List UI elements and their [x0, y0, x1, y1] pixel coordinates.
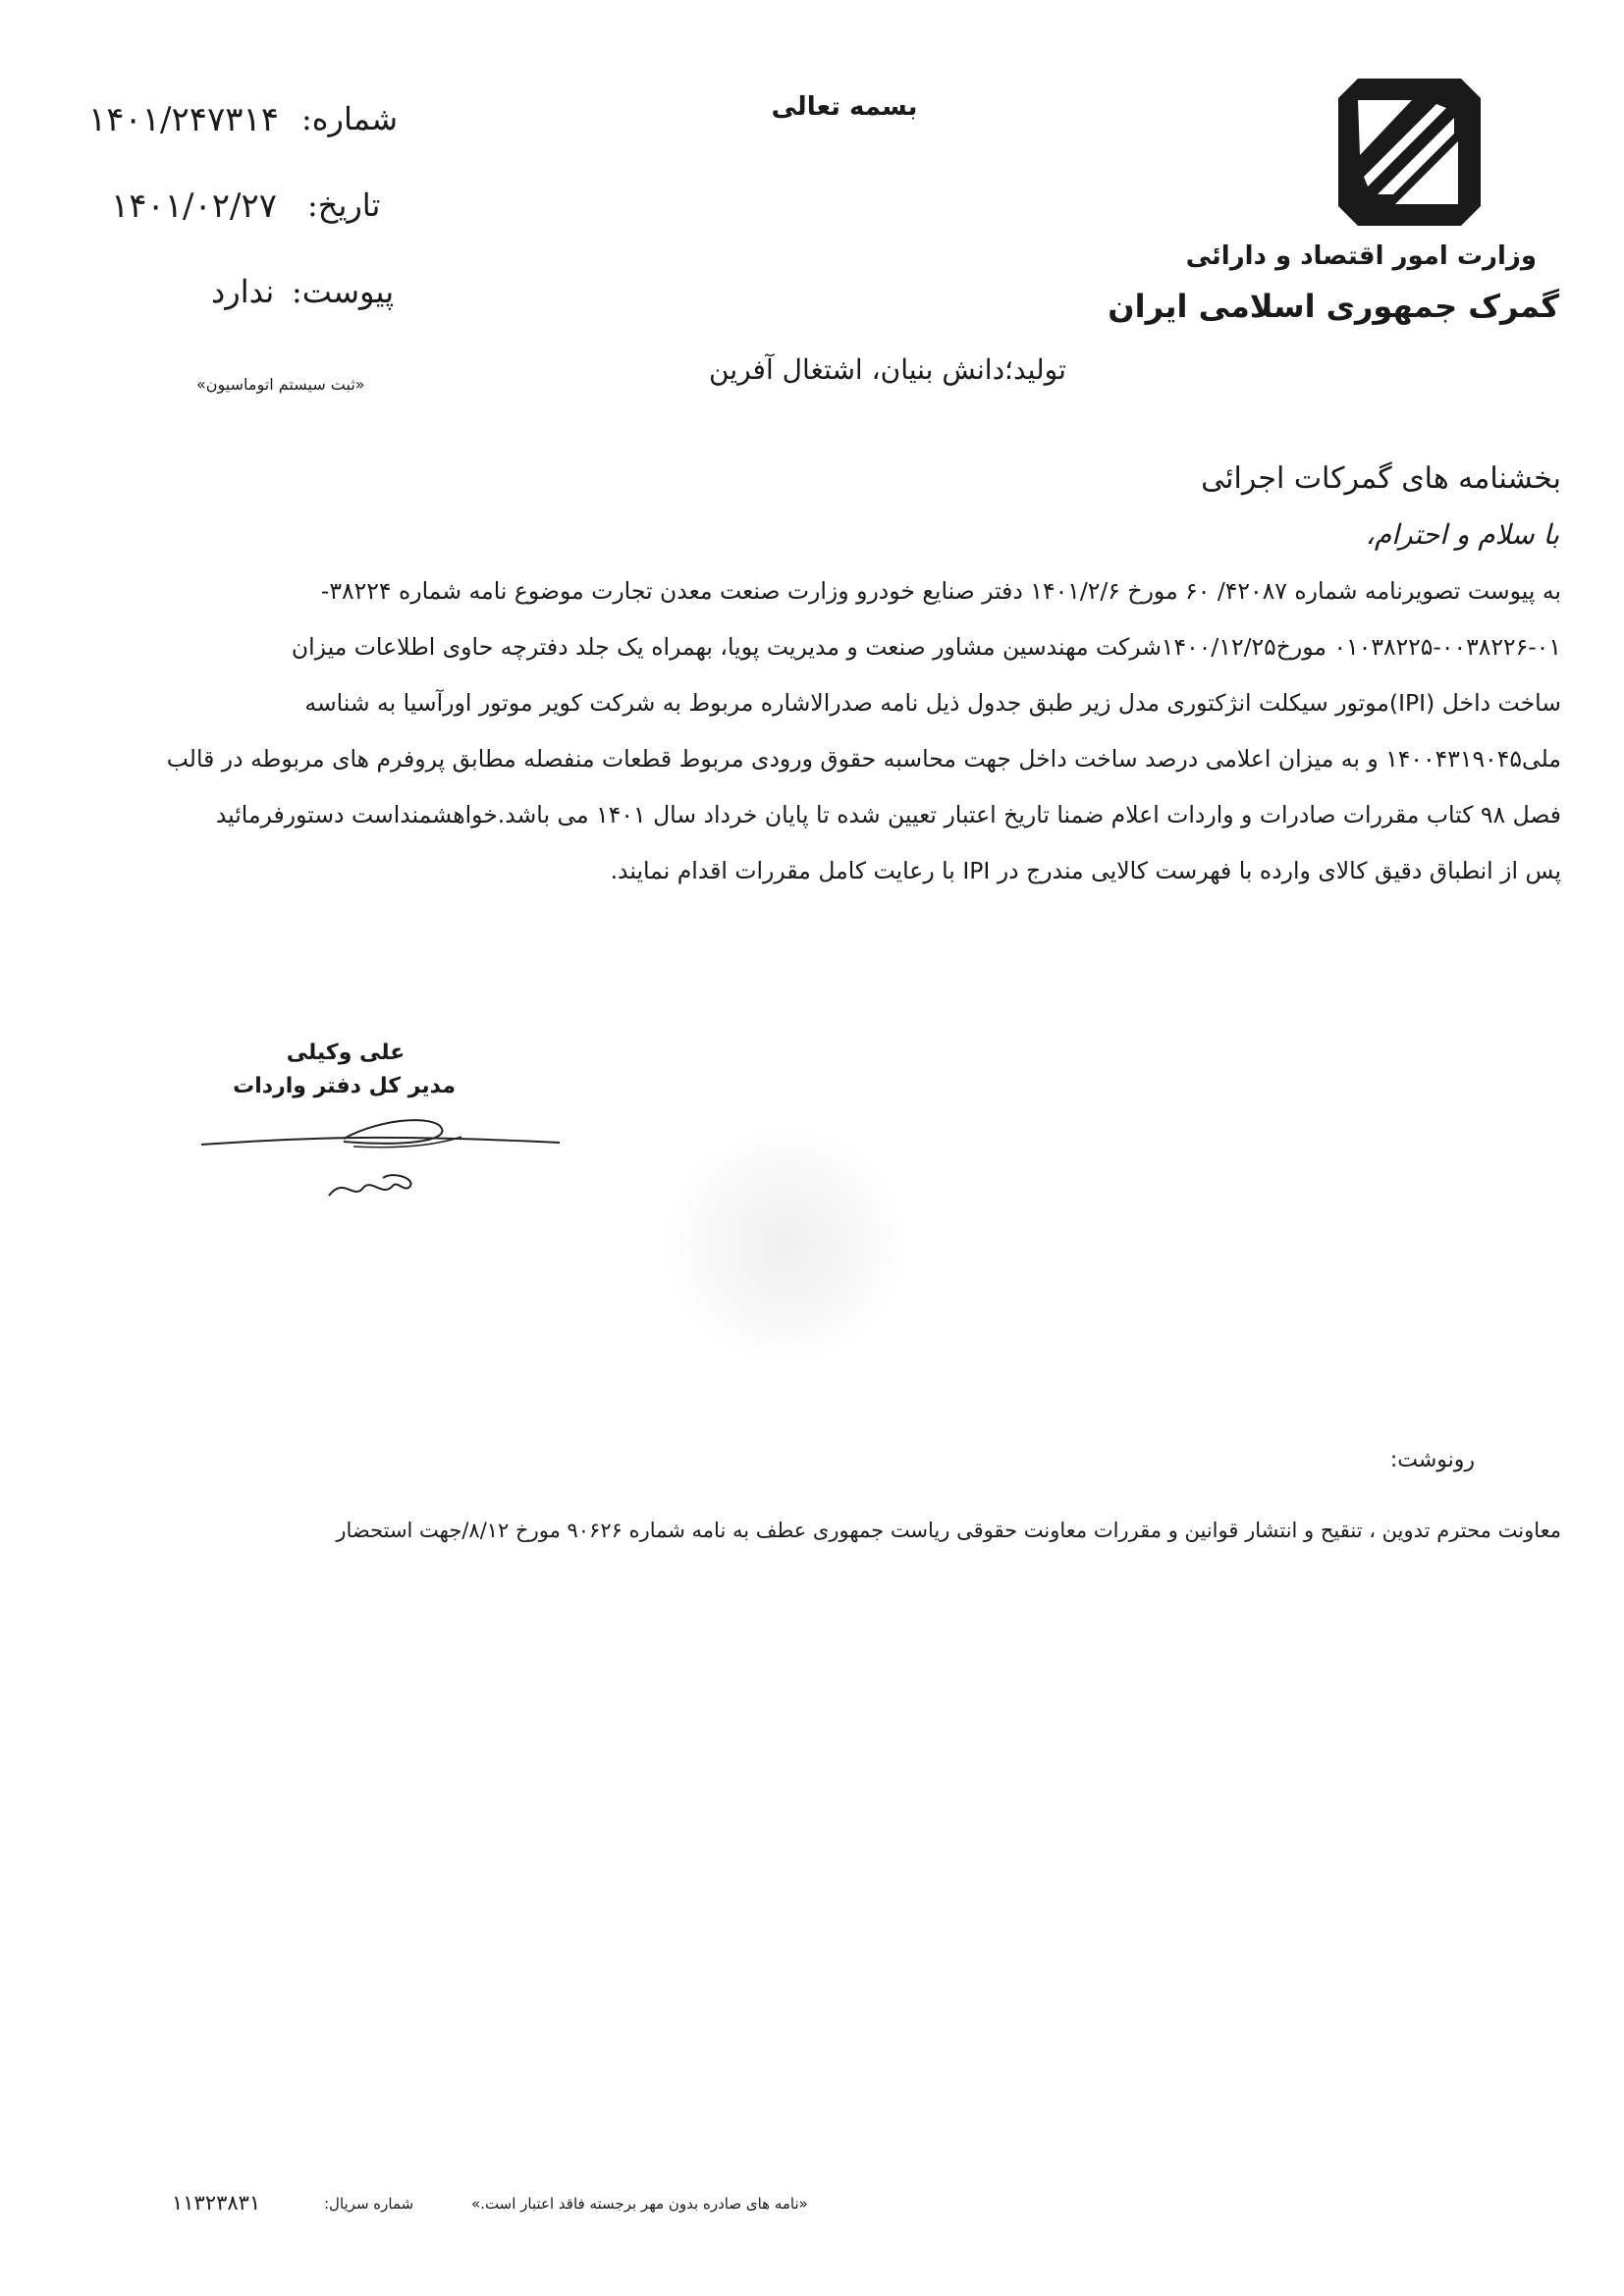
faded-stamp	[670, 1133, 903, 1359]
letter-number-value: ۱۴۰۱/۲۴۷۳۱۴	[88, 100, 280, 139]
automation-registration-note: «ثبت سیستم اتوماسیون»	[196, 375, 365, 394]
ministry-name: وزارت امور اقتصاد و دارائی	[1185, 241, 1537, 271]
basmala-heading: بسمه تعالی	[771, 92, 918, 122]
handwritten-signature	[196, 1107, 569, 1205]
attachment-label: پیوست:	[292, 273, 395, 310]
body-line: پس از انطباق دقیق کالای وارده با فهرست کالایی مندرج در IPI با رعایت کامل مقررات اقدام نمایند.	[610, 857, 1561, 884]
signer-title: مدیر کل دفتر واردات	[233, 1074, 456, 1098]
letter-number-label: شماره:	[301, 100, 399, 137]
letter-body	[166, 563, 1561, 899]
body-line: فصل ۹۸ کتاب مقررات صادرات و واردات اعلام ضمنا تاریخ اعتبار تعیین شده تا پایان خرداد سال ۱۴۰۱ می باشد.خواهشمنداست دستورفرمائید	[215, 801, 1561, 828]
handwritten-greeting: با سلام و احترام،	[1365, 518, 1559, 551]
serial-number-label: شماره سریال:	[324, 2195, 414, 2213]
serial-number-value: ۱۱۳۲۳۸۳۱	[172, 2191, 261, 2215]
cc-recipient-text: معاونت محترم تدوین ، تنقیح و انتشار قوانین و مقررات معاونت حقوقی ریاست جمهوری عطف به نامه شماره ۹۰۶۲۶ مورخ ۸/۱۲/جهت استحضار	[336, 1519, 1561, 1542]
validity-note: «نامه های صادره بدون مهر برجسته فاقد اعتبار است.»	[471, 2195, 808, 2213]
body-line: ۰۱۰۳۸۲۲۵-۰۰۳۸۲۲۶-۰۱ مورخ۱۴۰۰/۱۲/۲۵شرکت مهندسین مشاور صنعت و مدیریت پویا، بهمراه یک جلد دفترچه حاوی اطلاعات میزان	[291, 633, 1561, 661]
body-line: ملی۱۴۰۰۴۳۱۹۰۴۵ و به میزان اعلامی درصد ساخت داخل جهت محاسبه حقوق ورودی مربوط قطعات منفصله مطابق پروفرم های مربوطه در قالب	[166, 745, 1561, 773]
customs-logo-icon	[1338, 79, 1481, 226]
body-line: به پیوست تصویرنامه شماره ۴۲۰۸۷/ ۶۰ مورخ ۱۴۰۱/۲/۶ دفتر صنایع خودرو وزارت صنعت معدن تجارت موضوع نامه شماره ۳۸۲۲۴-	[320, 577, 1561, 605]
letter-date-value: ۱۴۰۱/۰۲/۲۷	[111, 187, 278, 226]
organization-name: گمرک جمهوری اسلامی ایران	[1108, 288, 1559, 325]
year-slogan: تولید؛دانش بنیان، اشتغال آفرین	[709, 353, 1066, 386]
attachment-value: ندارد	[211, 273, 275, 310]
recipient-line: بخشنامه های گمرکات اجرائی	[1201, 461, 1561, 496]
cc-label: رونوشت:	[1389, 1448, 1475, 1472]
body-line: ساخت داخل (IPI)موتور سیکلت انژکتوری مدل زیر طبق جدول ذیل نامه صدرالاشاره مربوط به شرکت کویر موتور اورآسیا به شناسه	[304, 689, 1561, 717]
letter-date-label: تاریخ:	[307, 187, 381, 224]
signer-name: علی وکیلی	[286, 1041, 406, 1065]
